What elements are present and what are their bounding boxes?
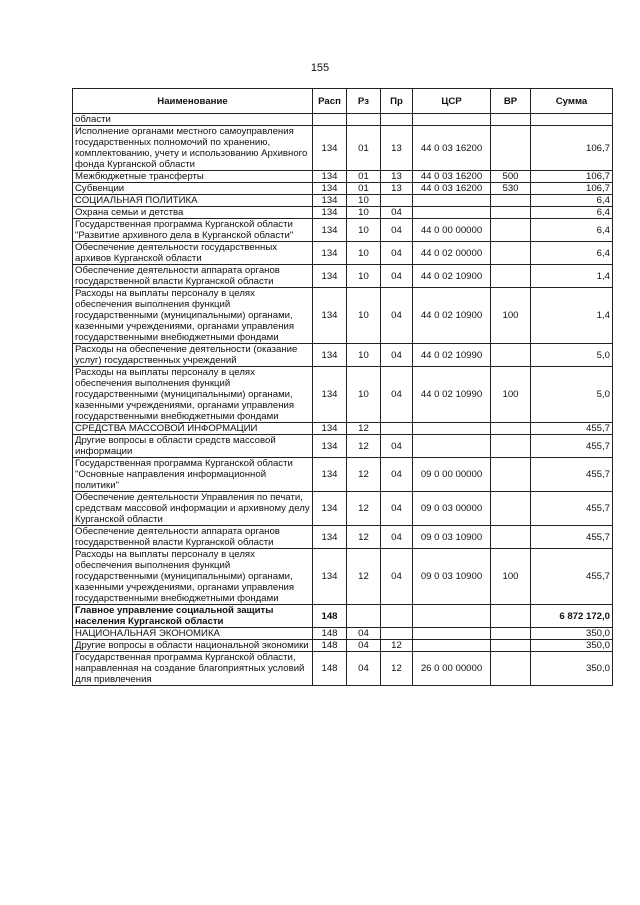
cell-name: НАЦИОНАЛЬНАЯ ЭКОНОМИКА [73,628,313,640]
cell-pr [381,628,413,640]
cell-pr [381,114,413,126]
cell-pr: 04 [381,242,413,265]
cell-vr [491,605,531,628]
cell-csr: 44 0 03 16200 [413,126,491,171]
cell-rz: 01 [347,171,381,183]
table-row [73,344,613,367]
cell-sum: 6,4 [531,207,613,219]
cell-sum: 455,7 [531,526,613,549]
table-row [73,207,613,219]
cell-csr [413,423,491,435]
cell-name: Другие вопросы в области средств массовой информации [73,435,313,458]
cell-csr: 09 0 03 00000 [413,492,491,526]
cell-rz: 10 [347,367,381,423]
cell-rz: 12 [347,423,381,435]
cell-vr [491,640,531,652]
cell-name: Обеспечение деятельности аппарата органов государственной власти Курганской области [73,526,313,549]
cell-pr: 04 [381,288,413,344]
cell-rz [347,605,381,628]
cell-name: Субвенции [73,183,313,195]
cell-csr [413,207,491,219]
cell-sum: 6,4 [531,219,613,242]
page-number: 155 [310,62,330,74]
cell-rasp: 134 [313,207,347,219]
cell-rasp: 134 [313,171,347,183]
cell-rz: 10 [347,288,381,344]
cell-sum: 350,0 [531,652,613,686]
header-csr: ЦСР [413,89,491,114]
cell-pr: 04 [381,549,413,605]
cell-rasp [313,114,347,126]
cell-sum: 455,7 [531,549,613,605]
table-row [73,423,613,435]
cell-rasp: 134 [313,344,347,367]
cell-csr [413,628,491,640]
cell-csr: 09 0 00 00000 [413,458,491,492]
cell-sum: 106,7 [531,126,613,171]
cell-name: Охрана семьи и детства [73,207,313,219]
cell-rz: 04 [347,640,381,652]
cell-csr: 44 0 00 00000 [413,219,491,242]
cell-rasp: 134 [313,265,347,288]
budget-table [72,88,613,686]
table-row [73,549,613,605]
cell-sum: 5,0 [531,344,613,367]
cell-rz: 04 [347,652,381,686]
cell-rz: 12 [347,492,381,526]
cell-csr: 09 0 03 10900 [413,526,491,549]
cell-rasp: 134 [313,549,347,605]
cell-sum [531,114,613,126]
cell-rz: 12 [347,458,381,492]
cell-sum: 5,0 [531,367,613,423]
cell-rasp: 134 [313,492,347,526]
table-row [73,265,613,288]
cell-rasp: 148 [313,605,347,628]
table-row [73,492,613,526]
cell-pr: 04 [381,367,413,423]
cell-pr: 04 [381,526,413,549]
cell-sum: 455,7 [531,435,613,458]
cell-pr: 12 [381,640,413,652]
cell-vr [491,526,531,549]
table-row [73,628,613,640]
cell-name: Государственная программа Курганской области "Основные направления информационной политики" [73,458,313,492]
cell-name: области [73,114,313,126]
cell-csr: 44 0 02 10990 [413,367,491,423]
cell-sum: 6 872 172,0 [531,605,613,628]
cell-rz: 01 [347,183,381,195]
cell-name: СОЦИАЛЬНАЯ ПОЛИТИКА [73,195,313,207]
cell-rz: 04 [347,628,381,640]
cell-sum: 106,7 [531,183,613,195]
cell-name: Обеспечение деятельности государственных архивов Курганской области [73,242,313,265]
cell-csr: 26 0 00 00000 [413,652,491,686]
cell-rasp: 134 [313,367,347,423]
cell-vr: 100 [491,288,531,344]
cell-name: Главное управление социальной защиты населения Курганской области [73,605,313,628]
cell-vr: 500 [491,171,531,183]
cell-pr: 13 [381,126,413,171]
cell-pr: 13 [381,183,413,195]
cell-name: Расходы на выплаты персоналу в целях обеспечения выполнения функций государственными (муниципальными) органами, казенными учреждениями, органами управления государственными внебюджетными фондами [73,367,313,423]
cell-rz: 10 [347,207,381,219]
cell-name: Расходы на выплаты персоналу в целях обеспечения выполнения функций государственными (муниципальными) органами, казенными учреждениями, органами управления государственными внебюджетными фондами [73,288,313,344]
table-row [73,652,613,686]
cell-name: Исполнение органами местного самоуправления государственных полномочий по хранению, комплектованию, учету и использованию Архивного фонда Курганской области [73,126,313,171]
cell-vr [491,114,531,126]
cell-vr [491,435,531,458]
cell-csr [413,605,491,628]
cell-csr: 09 0 03 10900 [413,549,491,605]
cell-rasp: 134 [313,126,347,171]
table-row [73,288,613,344]
cell-sum: 1,4 [531,265,613,288]
cell-sum: 455,7 [531,423,613,435]
cell-rz: 10 [347,195,381,207]
cell-name: Обеспечение деятельности аппарата органов государственной власти Курганской области [73,265,313,288]
table-row [73,640,613,652]
cell-sum: 1,4 [531,288,613,344]
table-row [73,114,613,126]
cell-sum: 6,4 [531,242,613,265]
cell-rz: 01 [347,126,381,171]
cell-vr: 100 [491,367,531,423]
cell-vr [491,265,531,288]
cell-csr [413,114,491,126]
cell-rasp: 134 [313,195,347,207]
header-row [73,89,613,114]
table-row [73,526,613,549]
cell-vr: 100 [491,549,531,605]
cell-name: Межбюджетные трансферты [73,171,313,183]
cell-pr [381,423,413,435]
cell-rz [347,114,381,126]
cell-pr: 04 [381,219,413,242]
cell-rz: 10 [347,265,381,288]
cell-csr [413,435,491,458]
cell-csr: 44 0 03 16200 [413,171,491,183]
cell-vr [491,242,531,265]
cell-name: Расходы на выплаты персоналу в целях обеспечения выполнения функций государственными (муниципальными) органами, казенными учреждениями, органами управления государственными внебюджетными фондами [73,549,313,605]
cell-vr [491,628,531,640]
table-row [73,435,613,458]
cell-name: Другие вопросы в области национальной экономики [73,640,313,652]
header-rasp: Расп [313,89,347,114]
cell-vr [491,344,531,367]
cell-csr [413,195,491,207]
cell-name: Государственная программа Курганской области "Развитие архивного дела в Курганской области" [73,219,313,242]
table-row [73,219,613,242]
table-row [73,605,613,628]
cell-rasp: 134 [313,458,347,492]
cell-vr [491,126,531,171]
table-body [73,114,613,686]
cell-pr [381,195,413,207]
cell-vr: 530 [491,183,531,195]
cell-rasp: 148 [313,640,347,652]
cell-vr [491,195,531,207]
table-row [73,367,613,423]
cell-rz: 10 [347,242,381,265]
cell-csr: 44 0 02 00000 [413,242,491,265]
table-row [73,458,613,492]
table-row [73,183,613,195]
header-vr: ВР [491,89,531,114]
cell-pr: 04 [381,344,413,367]
header-sum: Сумма [531,89,613,114]
cell-rasp: 134 [313,435,347,458]
cell-name: Расходы на обеспечение деятельности (оказание услуг) государственных учреждений [73,344,313,367]
cell-sum: 106,7 [531,171,613,183]
cell-rz: 10 [347,344,381,367]
cell-rasp: 148 [313,628,347,640]
cell-pr: 04 [381,458,413,492]
cell-pr: 04 [381,435,413,458]
header-rz: Рз [347,89,381,114]
table-row [73,195,613,207]
cell-name: СРЕДСТВА МАССОВОЙ ИНФОРМАЦИИ [73,423,313,435]
header-name: Наименование [73,89,313,114]
cell-rasp: 134 [313,288,347,344]
cell-rasp: 134 [313,183,347,195]
cell-name: Государственная программа Курганской области, направленная на создание благоприятных условий для привлечения [73,652,313,686]
header-pr: Пр [381,89,413,114]
cell-rz: 12 [347,435,381,458]
cell-rz: 12 [347,549,381,605]
cell-rasp: 134 [313,242,347,265]
cell-csr: 44 0 02 10900 [413,288,491,344]
cell-pr: 04 [381,492,413,526]
cell-vr [491,652,531,686]
cell-rz: 10 [347,219,381,242]
cell-rasp: 134 [313,526,347,549]
cell-sum: 350,0 [531,628,613,640]
cell-csr [413,640,491,652]
table-row [73,171,613,183]
cell-pr: 13 [381,171,413,183]
cell-csr: 44 0 02 10990 [413,344,491,367]
cell-csr: 44 0 03 16200 [413,183,491,195]
cell-vr [491,458,531,492]
cell-rasp: 148 [313,652,347,686]
cell-pr: 04 [381,207,413,219]
cell-rasp: 134 [313,219,347,242]
cell-pr [381,605,413,628]
cell-sum: 6,4 [531,195,613,207]
cell-vr [491,219,531,242]
cell-vr [491,207,531,219]
cell-vr [491,492,531,526]
cell-sum: 455,7 [531,492,613,526]
cell-vr [491,423,531,435]
cell-sum: 350,0 [531,640,613,652]
table-row [73,126,613,171]
cell-pr: 04 [381,265,413,288]
cell-name: Обеспечение деятельности Управления по печати, средствам массовой информации и архивному делу Курганской области [73,492,313,526]
cell-pr: 12 [381,652,413,686]
table-row [73,242,613,265]
cell-rasp: 134 [313,423,347,435]
cell-rz: 12 [347,526,381,549]
cell-csr: 44 0 02 10900 [413,265,491,288]
cell-sum: 455,7 [531,458,613,492]
